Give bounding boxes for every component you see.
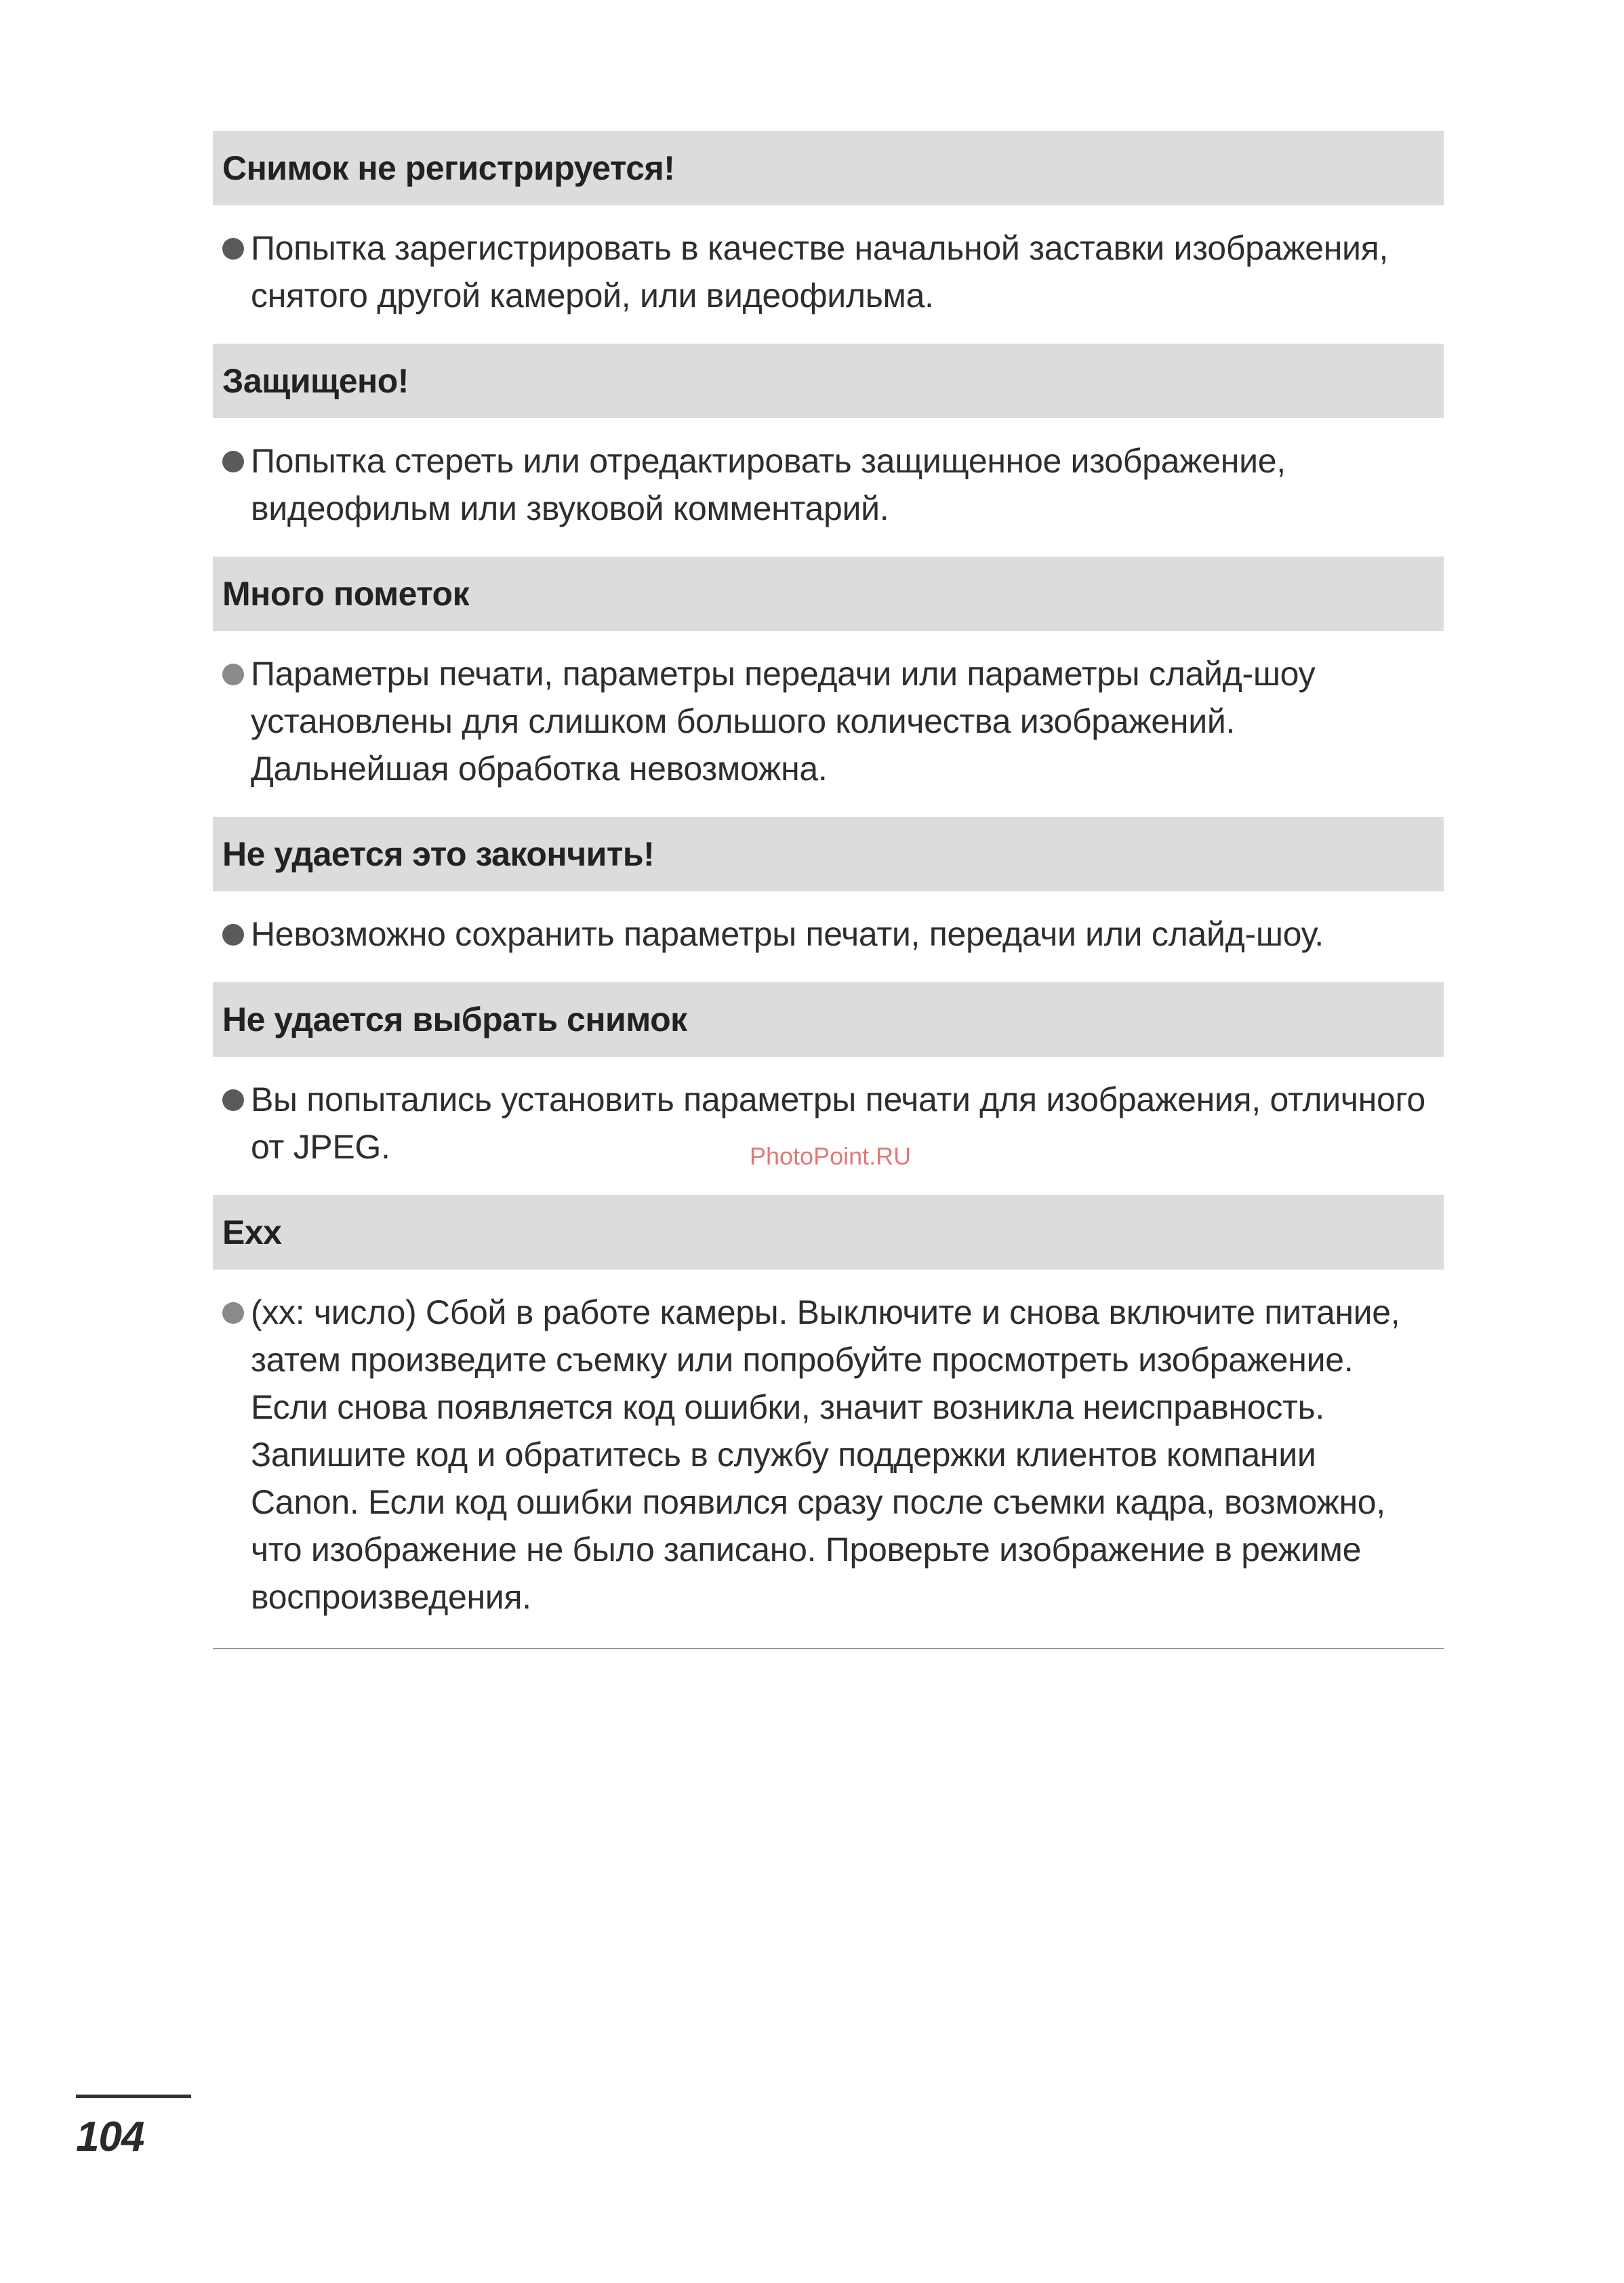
footer-rule bbox=[76, 2095, 191, 2098]
section-text: (xx: число) Сбой в работе камеры. Выключите и снова включите питание, затем произведите съемку или попробуйте просмотреть изображение. Если снова появляется код ошибки, значит возникла неисправность. Запишите код и обратитесь в службу поддержки клиентов компании Canon. Если код ошибки появился сразу после съемки кадра, возможно, что изображение не было записано. Проверьте изображение в режиме воспроизведения. bbox=[251, 1293, 1400, 1616]
section-text: Попытка зарегистрировать в качестве начальной заставки изображения, снятого другой камерой, или видеофильма. bbox=[251, 229, 1389, 315]
section-cannot-complete bbox=[213, 817, 1444, 982]
section-title: Не удается это закончить! bbox=[213, 817, 1444, 891]
section-body bbox=[213, 205, 1444, 344]
section-title: Много пометок bbox=[213, 557, 1444, 631]
section-body bbox=[213, 1057, 1444, 1195]
bullet-icon bbox=[222, 664, 244, 685]
section-title: Exx bbox=[213, 1195, 1444, 1270]
section-protected bbox=[213, 344, 1444, 557]
end-divider bbox=[213, 1648, 1444, 1649]
section-too-many-marks bbox=[213, 557, 1444, 817]
section-text: Попытка стереть или отредактировать защищенное изображение, видеофильм или звуковой комментарий. bbox=[251, 442, 1286, 527]
section-body bbox=[213, 1270, 1444, 1645]
watermark-text: PhotoPoint.RU bbox=[750, 1142, 912, 1170]
bullet-icon bbox=[222, 924, 244, 946]
section-title: Снимок не регистрируется! bbox=[213, 131, 1444, 205]
section-title: Защищено! bbox=[213, 344, 1444, 418]
bullet-icon bbox=[222, 1302, 244, 1324]
section-title: Не удается выбрать снимок bbox=[213, 982, 1444, 1057]
section-text: Невозможно сохранить параметры печати, передачи или слайд-шоу. bbox=[251, 915, 1324, 953]
message-list bbox=[213, 131, 1444, 1649]
section-text: Параметры печати, параметры передачи или параметры слайд-шоу установлены для слишком большого количества изображений. Дальнейшая обработка невозможна. bbox=[251, 655, 1316, 788]
page-footer bbox=[76, 2095, 191, 2161]
section-body bbox=[213, 631, 1444, 817]
section-text: Вы попытались установить параметры печати для изображения, отличного от JPEG. bbox=[251, 1080, 1425, 1166]
bullet-icon bbox=[222, 238, 244, 260]
section-image-not-registered bbox=[213, 131, 1444, 344]
bullet-icon bbox=[222, 451, 244, 472]
page-number: 104 bbox=[76, 2114, 144, 2160]
section-body bbox=[213, 418, 1444, 557]
section-body bbox=[213, 891, 1444, 982]
bullet-icon bbox=[222, 1089, 244, 1111]
section-error-exx bbox=[213, 1195, 1444, 1649]
